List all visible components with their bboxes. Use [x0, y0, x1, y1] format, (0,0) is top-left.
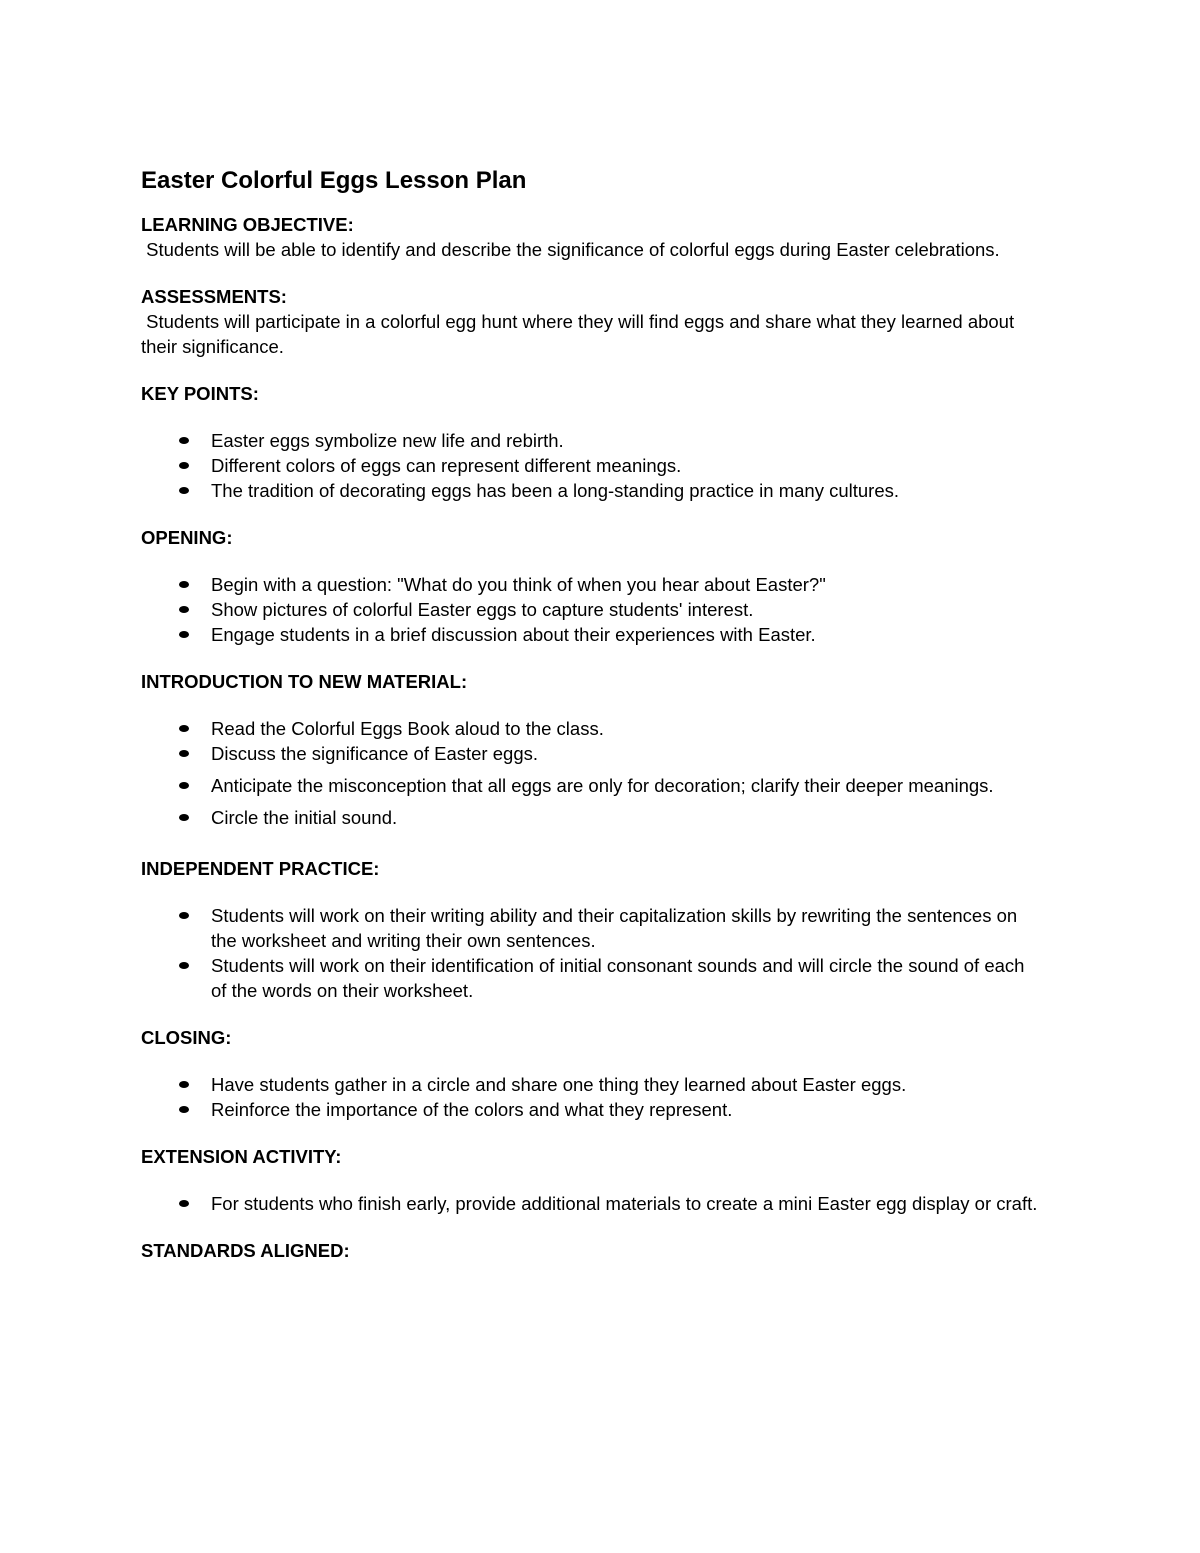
closing-list	[141, 1072, 1041, 1122]
bullet-icon	[179, 912, 189, 919]
key-points-section	[141, 381, 1041, 503]
bullet-icon	[179, 606, 189, 613]
opening-heading: OPENING:	[141, 527, 233, 548]
introduction-section	[141, 669, 1041, 834]
bullet-icon	[179, 631, 189, 638]
assessments-text: Students will participate in a colorful egg hunt where they will find eggs and share what they learned about their significance.	[141, 311, 1020, 357]
list-item-text: Show pictures of colorful Easter eggs to capture students' interest.	[211, 599, 754, 620]
bullet-icon	[179, 437, 189, 444]
list-item-text: Circle the initial sound.	[211, 807, 398, 828]
list-item	[141, 453, 1041, 478]
list-item	[141, 741, 1041, 766]
list-item	[141, 802, 1041, 834]
introduction-list	[141, 716, 1041, 834]
learning-objective-section	[141, 212, 1041, 262]
independent-practice-section	[141, 856, 1041, 1003]
list-item-text: Discuss the significance of Easter eggs.	[211, 743, 538, 764]
extension-activity-section	[141, 1144, 1041, 1216]
list-item-text: Engage students in a brief discussion about their experiences with Easter.	[211, 624, 816, 645]
bullet-icon	[179, 1200, 189, 1207]
list-item	[141, 428, 1041, 453]
list-item	[141, 478, 1041, 503]
list-item-text: For students who finish early, provide additional materials to create a mini Easter egg display or craft.	[211, 1193, 1038, 1214]
bullet-icon	[179, 962, 189, 969]
key-points-list	[141, 428, 1041, 503]
independent-practice-list	[141, 903, 1041, 1003]
bullet-icon	[179, 1106, 189, 1113]
list-item-text: Students will work on their writing ability and their capitalization skills by rewriting the sentences on the worksheet and writing their own sentences.	[211, 905, 1018, 951]
closing-section	[141, 1025, 1041, 1122]
list-item	[141, 903, 1041, 953]
independent-practice-heading: INDEPENDENT PRACTICE:	[141, 858, 380, 879]
standards-aligned-section	[141, 1238, 1041, 1263]
list-item-text: The tradition of decorating eggs has been a long-standing practice in many cultures.	[211, 480, 899, 501]
learning-objective-text: Students will be able to identify and describe the significance of colorful eggs during Easter celebrations.	[141, 239, 1000, 260]
standards-aligned-heading: STANDARDS ALIGNED:	[141, 1240, 350, 1261]
list-item	[141, 953, 1041, 1003]
list-item	[141, 622, 1041, 647]
list-item-text: Reinforce the importance of the colors and what they represent.	[211, 1099, 733, 1120]
extension-activity-heading: EXTENSION ACTIVITY:	[141, 1146, 342, 1167]
list-item	[141, 1191, 1041, 1216]
bullet-icon	[179, 487, 189, 494]
bullet-icon	[179, 750, 189, 757]
opening-section	[141, 525, 1041, 647]
list-item-text: Easter eggs symbolize new life and rebirth.	[211, 430, 564, 451]
list-item	[141, 770, 1041, 802]
list-item	[141, 1072, 1041, 1097]
bullet-icon	[179, 814, 189, 821]
document-title: Easter Colorful Eggs Lesson Plan	[141, 167, 527, 194]
list-item-text: Different colors of eggs can represent different meanings.	[211, 455, 682, 476]
closing-heading: CLOSING:	[141, 1027, 232, 1048]
list-item	[141, 572, 1041, 597]
list-item-text: Have students gather in a circle and share one thing they learned about Easter eggs.	[211, 1074, 907, 1095]
list-item-text: Students will work on their identification of initial consonant sounds and will circle the sound of each of the words on their worksheet.	[211, 955, 1025, 1001]
opening-list	[141, 572, 1041, 647]
assessments-section	[141, 284, 1041, 359]
learning-objective-heading: LEARNING OBJECTIVE:	[141, 214, 354, 235]
extension-activity-list	[141, 1191, 1041, 1216]
list-item	[141, 597, 1041, 622]
document-page	[141, 165, 1041, 1263]
bullet-icon	[179, 581, 189, 588]
bullet-icon	[179, 725, 189, 732]
assessments-heading: ASSESSMENTS:	[141, 286, 287, 307]
bullet-icon	[179, 462, 189, 469]
bullet-icon	[179, 782, 189, 789]
list-item	[141, 716, 1041, 741]
list-item	[141, 1097, 1041, 1122]
list-item-text: Anticipate the misconception that all eggs are only for decoration; clarify their deeper meanings.	[211, 775, 994, 796]
list-item-text: Begin with a question: "What do you think of when you hear about Easter?"	[211, 574, 826, 595]
introduction-heading: INTRODUCTION TO NEW MATERIAL:	[141, 671, 468, 692]
bullet-icon	[179, 1081, 189, 1088]
list-item-text: Read the Colorful Eggs Book aloud to the class.	[211, 718, 604, 739]
key-points-heading: KEY POINTS:	[141, 383, 259, 404]
